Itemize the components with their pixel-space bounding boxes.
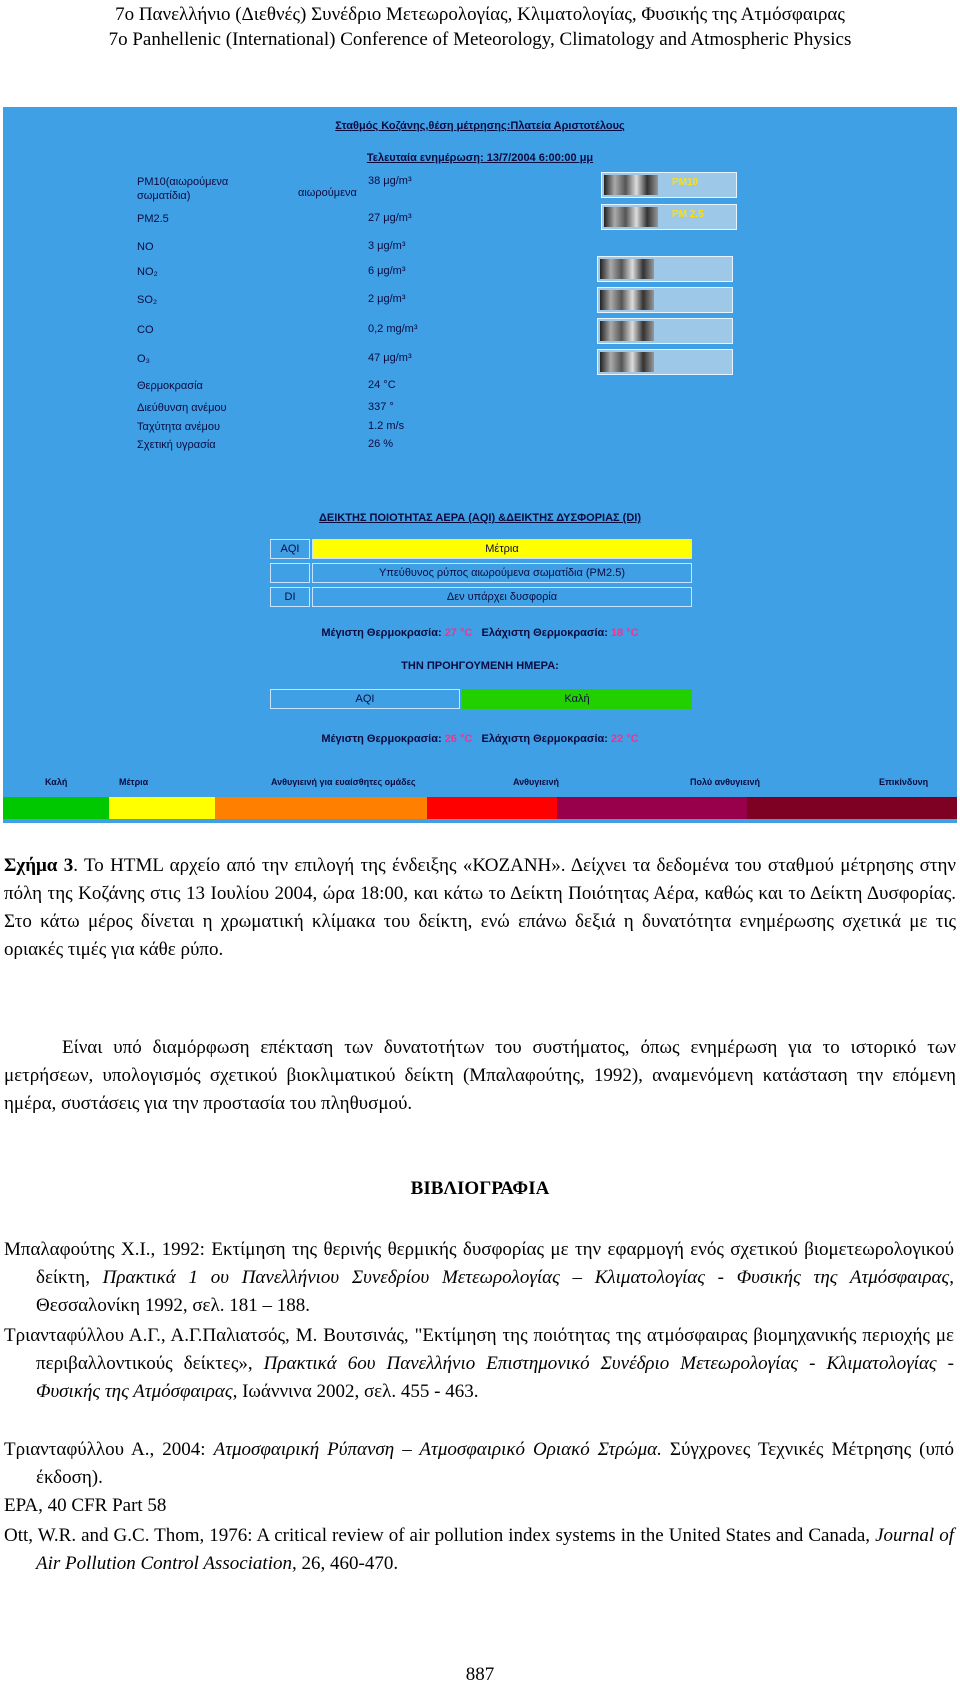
reference-entry: Μπαλαφούτης Χ.Ι., 1992: Εκτίμηση της θερινής θερμικής δυσφορίας με την εφαρμογή ενός σχετικού βιομετεωρολογικού δείκτη, Πρακτικά 1 ου Πανελλήνιου Συνεδρίου Μετεωρολογίας – Κλιματολογίας - Φυσικής της Ατμόσφαιρας, Θεσσαλονίκη 1992, σελ. 181 – 188. — [4, 1239, 954, 1316]
measurement-value: 26 % — [368, 438, 394, 450]
reference-entry: EPA, 40 CFR Part 58 — [4, 1495, 167, 1516]
scale-color-segment — [215, 797, 427, 819]
measurement-label: Σχετική υγρασία — [137, 439, 216, 451]
measurement-value: 3 μg/m³ — [368, 240, 406, 252]
last-update: Τελευταία ενημέρωση: 13/7/2004 6:00:00 μμ — [366, 152, 594, 164]
measurement-value: 337 ° — [368, 401, 394, 413]
measurement-value: 38 μg/m³ — [368, 175, 412, 187]
measurement-value: 1.2 m/s — [368, 420, 405, 432]
body-paragraph: Είναι υπό διαμόρφωση επέκταση των δυνατοτήτων του συστήματος, όπως ενημέρωση για το ιστορικό των μετρήσεων, υπολογισμός σχετικού βιοκλιματικού δείκτη (Μπαλαφούτης, 1992), αναμενόμενη κατάσταση την επόμενη ημέρα, συστάσεις για την προστασία του πληθυσμού. — [4, 1037, 956, 1114]
reference-entry: Τριανταφύλλου Α.Γ., Α.Γ.Παλιατσός, Μ. Βουτσινάς, "Εκτίμηση της ποιότητας της ατμόσφαιρας βιομηχανικής περιοχής με περιβαλλοντικούς δείκτες», Πρακτικά 6ου Πανελλήνιο Επιστημονικό Συνέδριο Μετεωρολογίας - Κλιματολογίας - Φυσικής της Ατμόσφαιρας, Ιωάννινα 2002, σελ. 455 - 463. — [4, 1325, 954, 1402]
measurement-label: O₃ — [137, 353, 151, 365]
measurement-value: 6 μg/m³ — [368, 265, 406, 277]
measurement-value: 24 °C — [368, 379, 396, 391]
suspended-label: αιωρούμενα — [298, 187, 357, 199]
previous-day-aqi-table — [268, 687, 693, 711]
measurement-value: 0,2 mg/m³ — [368, 323, 418, 335]
pollutant-limit-button[interactable] — [597, 349, 733, 375]
pollutant-button-label: PM10 — [672, 177, 699, 188]
measurement-value: 2 μg/m³ — [368, 293, 406, 305]
measurement-value: 27 μg/m³ — [368, 212, 412, 224]
aqi-section-title: ΔΕΙΚΤΗΣ ΠΟΙΟΤΗΤΑΣ ΑΕΡΑ (AQI) &ΔΕΙΚΤΗΣ ΔΥΣΦΟΡΙΑΣ (DI) — [318, 512, 642, 524]
empty-cell — [270, 563, 310, 583]
pollutant-thumbnail-icon — [600, 321, 654, 341]
scale-color-segment — [557, 797, 747, 819]
scale-label: Επικίνδυνη — [879, 777, 929, 787]
previous-day-temperature-extremes: Μέγιστη Θερμοκρασία: 26 °C Ελάχιστη Θερμοκρασία: 22 °C — [321, 733, 639, 745]
aqi-value: Μέτρια — [312, 539, 692, 559]
aqi-table — [268, 537, 693, 612]
scale-label: Πολύ ανθυγιεινή — [690, 777, 761, 787]
scale-label: Καλή — [45, 777, 68, 787]
scale-color-segment — [3, 797, 109, 819]
measurement-label: Διεύθυνση ανέμου — [137, 402, 227, 414]
station-title[interactable]: Σταθμός Κοζάνης,θέση μέτρησης:Πλατεία Αριστοτέλους — [335, 120, 625, 132]
pollutant-button-label: PM 2.5 — [672, 209, 704, 220]
reference-entry: Ott, W.R. and G.C. Thom, 1976: A critical review of air pollution index systems in the United States and Canada, Journal of Air Pollution Control Association, 26, 460-470. — [4, 1525, 954, 1574]
measurement-label: Θερμοκρασία — [137, 380, 203, 392]
pollutant-limit-button[interactable] — [601, 172, 737, 198]
conference-header-greek: 7ο Πανελλήνιο (Διεθνές) Συνέδριο Μετεωρολογίας, Κλιματολογίας, Φυσικής της Ατμόσφαιρας — [115, 4, 845, 25]
di-value: Δεν υπάρχει δυσφορία — [312, 587, 692, 607]
scale-label: Ανθυγιεινή — [513, 777, 560, 787]
measurement-label: CO — [137, 324, 154, 336]
prev-aqi-label: AQI — [270, 689, 460, 709]
pollutant-thumbnail-icon — [604, 207, 658, 227]
pollutant-thumbnail-icon — [600, 290, 654, 310]
pollutant-thumbnail-icon — [600, 259, 654, 279]
aqi-color-scale — [3, 797, 957, 819]
reference-entry: Τριανταφύλλου Α., 2004: Ατμοσφαιρική Ρύπανση – Ατμοσφαιρικό Οριακό Στρώμα. Σύγχρονες Τεχνικές Μέτρησης (υπό έκδοση). — [4, 1439, 954, 1488]
aqi-label: AQI — [270, 539, 310, 559]
scale-label: Μέτρια — [119, 777, 149, 787]
pollutant-limit-button[interactable] — [601, 204, 737, 230]
pollutant-thumbnail-icon — [604, 175, 658, 195]
conference-header-english: 7o Panhellenic (International) Conference of Meteorology, Climatology and Atmospheric Physics — [108, 29, 852, 50]
previous-day-title: ΤΗΝ ΠΡΟΗΓΟΥΜΕΝΗ ΗΜΕΡΑ: — [401, 660, 559, 672]
measurement-label: PM2.5 — [137, 213, 169, 225]
responsible-pollutant: Υπεύθυνος ρύπος αιωρούμενα σωματίδια (PM2.5) — [312, 563, 692, 583]
scale-color-segment — [427, 797, 557, 819]
scale-color-segment — [747, 797, 957, 819]
measurement-label: Ταχύτητα ανέμου — [137, 421, 220, 433]
measurement-label: PM10(αιωρούμενα σωματίδια) — [137, 176, 229, 202]
prev-aqi-value: Καλή — [462, 689, 692, 709]
scale-label: Ανθυγιεινή για ευαίσθητες ομάδες — [271, 777, 416, 787]
measurement-label: NO — [137, 241, 154, 253]
pollutant-limit-button[interactable] — [597, 318, 733, 344]
measurement-value: 47 μg/m³ — [368, 352, 412, 364]
today-temperature-extremes: Μέγιστη Θερμοκρασία: 27 °C Ελάχιστη Θερμοκρασία: 18 °C — [321, 627, 639, 639]
bibliography-heading: ΒΙΒΛΙΟΓΡΑΦΙΑ — [410, 1178, 550, 1199]
measurement-label: NO₂ — [137, 266, 158, 278]
scale-color-segment — [109, 797, 215, 819]
measurement-label: SO₂ — [137, 294, 158, 306]
kozani-station-screenshot — [3, 107, 957, 823]
figure-caption: Σχήμα 3. Το HTML αρχείο από την επιλογή της ένδειξης «ΚΟΖΑΝΗ». Δείχνει τα δεδομένα του σταθμού μέτρησης στην πόλη της Κοζάνης στις 13 Ιουλίου 2004, ώρα 18:00, και κάτω το Δείκτη Ποιότητας Αέρα, καθώς και το Δείκτη Δυσφορίας. Στο κάτω μέρος δίνεται η χρωματική κλίμακα του δείκτη, ενώ επάνω δεξιά η δυνατότητα ενημέρωσης σχετικά με τις οριακές τιμές για κάθε ρύπο. — [4, 855, 956, 960]
pollutant-limit-button[interactable] — [597, 287, 733, 313]
di-label: DI — [270, 587, 310, 607]
pollutant-limit-button[interactable] — [597, 256, 733, 282]
page-number: 887 — [465, 1664, 495, 1685]
pollutant-thumbnail-icon — [600, 352, 654, 372]
